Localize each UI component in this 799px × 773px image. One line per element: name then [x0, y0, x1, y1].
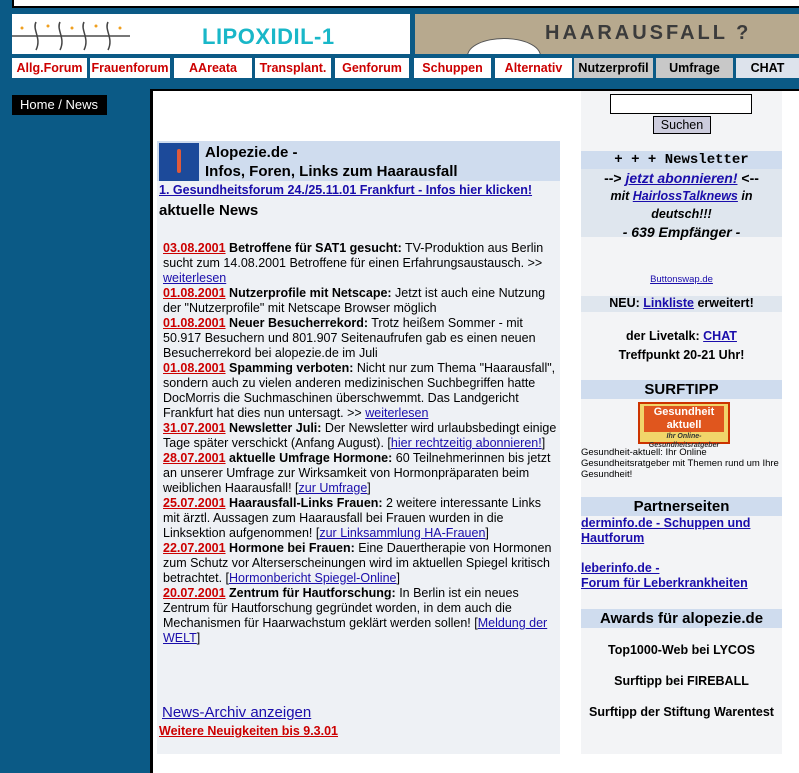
newsletter-subscribe-link[interactable]: jetzt abonnieren!	[625, 170, 738, 186]
tagline: HAARAUSFALL ?	[545, 22, 752, 44]
news-title: Haarausfall-Links Frauen:	[229, 496, 383, 510]
news-item: 20.07.2001 Zentrum für Hautforschung: In Berlin ist ein neues Zentrum für Hautforschung gegründet worden, in dem auch die Mechanismen für Haarwachstum geklärt werden sollen! [Meldung der WELT]	[163, 586, 548, 645]
news-more-link[interactable]: weiterlesen	[365, 406, 429, 420]
news-archive-link[interactable]: News-Archiv anzeigen	[162, 704, 312, 721]
news-date[interactable]: 22.07.2001	[163, 541, 226, 555]
partner-leberinfo-link[interactable]	[581, 561, 748, 590]
news-text: 60 Teilnehmerinnen bis jetzt an unserer Umfrage zur Wirksamkeit von Hormonpräparaten beim weiblichen Haarausfall!	[163, 451, 551, 495]
news-item	[163, 316, 559, 361]
search-input[interactable]	[610, 94, 752, 114]
news-column	[157, 141, 560, 754]
ad-banner-area	[157, 91, 560, 137]
nav-chat[interactable]: CHAT	[736, 58, 799, 78]
news-more-link[interactable]: Hormonbericht Spiegel-Online	[229, 571, 397, 585]
more-news-link[interactable]: Weitere Neuigkeiten bis 9.3.01	[159, 724, 339, 738]
in-text: in	[737, 189, 753, 203]
news-title: Hormone bei Frauen:	[229, 541, 355, 555]
neu-label: NEU:	[609, 296, 644, 310]
intro-line-2: Infos, Foren, Links zum Haarausfall	[205, 163, 458, 180]
news-date[interactable]: 28.07.2001	[163, 451, 226, 465]
site-title: LIPOXIDIL-1	[202, 24, 335, 49]
news-text: TV-Produktion aus Berlin sucht zum 14.08.2001 Betroffene für einen Erfahrungsaustausch. >>	[163, 241, 544, 270]
news-date[interactable]: 01.08.2001	[163, 361, 226, 375]
surftipp-description: Gesundheit-aktuell: Ihr Online Gesundheitsratgeber mit Themen rund um Ihre Gesundheit!	[581, 447, 779, 480]
partner-1	[581, 516, 782, 546]
top-frame	[0, 0, 799, 10]
nav-nutzerprofil[interactable]: Nutzerprofil	[574, 58, 653, 78]
news-date[interactable]: 25.07.2001	[163, 496, 226, 510]
gesundheit-aktuell-badge[interactable]	[638, 402, 730, 449]
mit-text: mit	[610, 189, 633, 203]
nav-aareata[interactable]: AAreata	[174, 58, 252, 78]
partner-heading: Partnerseiten	[581, 497, 782, 516]
surftipp-heading: SURFTIPP	[581, 380, 782, 399]
header-banner	[415, 14, 799, 54]
news-date[interactable]: 31.07.2001	[163, 421, 226, 435]
intro-line-1: Alopezie.de -	[205, 144, 298, 161]
award-fireball: Surftipp bei FIREBALL	[614, 674, 749, 688]
news-heading: aktuelle News	[159, 202, 259, 219]
news-more-link[interactable]: zur Umfrage	[298, 481, 368, 495]
search-button[interactable]: Suchen	[653, 116, 711, 134]
news-list	[163, 241, 559, 646]
nav-schuppen[interactable]: Schuppen	[414, 58, 491, 78]
news-text: Eine Dauertherapie von Hormonen zum Schutz vor Alterserscheinungen wird im aktuellen Spiegel kritisch betrachtet.	[163, 541, 552, 585]
news-date[interactable]: 01.08.2001	[163, 316, 226, 330]
deutsch-text: deutsch!!!	[651, 207, 712, 221]
nav-umfrage[interactable]: Umfrage	[656, 58, 733, 78]
nav-transplant[interactable]: Transplant.	[255, 58, 331, 78]
award-warentest: Surftipp der Stiftung Warentest	[589, 705, 774, 719]
news-title: Betroffene für SAT1 gesucht:	[229, 241, 402, 255]
news-item: 28.07.2001 aktuelle Umfrage Hormone: 60 Teilnehmerinnen bis jetzt an unserer Umfrage zur Wirksamkeit von Hormonpräparaten beim weiblichen Haarausfall! [zur Umfrage]	[163, 451, 551, 495]
news-text: Nicht nur zum Thema "Haarausfall", sondern auch zu vielen anderen medizinischen Suchbegriffen hatte DocMorris die Suchmaschinen überschwemmt. Das Landgericht Frankfurt hat dies nun untersagt. >>	[163, 361, 556, 420]
linkliste-link[interactable]: Linkliste	[643, 296, 694, 310]
news-item	[163, 241, 559, 286]
treffpunkt-text: Treffpunkt 20-21 Uhr!	[618, 348, 745, 362]
news-date[interactable]: 01.08.2001	[163, 286, 226, 300]
arrow-left: -->	[604, 170, 626, 186]
awards-heading: Awards für alopezie.de	[581, 609, 782, 628]
news-text: Jetzt ist auch eine Nutzung der "Nutzerprofile" mit Netscape Browser möglich	[163, 286, 546, 315]
news-title: Nutzerprofile mit Netscape:	[229, 286, 392, 300]
news-item: 31.07.2001 Newsletter Juli: Der Newsletter wird urlaubsbedingt einige Tage später verschickt (Anfang August). [hier rechtzeitig abonnieren!]	[163, 421, 557, 450]
erweitert-text: erweitert!	[694, 296, 754, 310]
right-column	[581, 91, 782, 754]
news-title: aktuelle Umfrage Hormone:	[229, 451, 393, 465]
hair-strands-logo-icon	[12, 18, 132, 52]
header-logo-area	[12, 14, 410, 54]
news-item	[163, 361, 559, 421]
news-title: Zentrum für Hautforschung:	[229, 586, 396, 600]
banner-head-icon	[467, 38, 541, 54]
buttonswap-line	[581, 274, 782, 285]
news-text: Der Newsletter wird urlaubsbedingt einige Tage später verschickt (Anfang August).	[163, 421, 557, 450]
buttonswap-link[interactable]: Buttonswap.de	[650, 274, 713, 285]
nav-genforum[interactable]: Genforum	[335, 58, 409, 78]
nav-frauenforum[interactable]: Frauenforum	[90, 58, 170, 78]
nav-allg-forum[interactable]: Allg.Forum	[12, 58, 87, 78]
news-more-link[interactable]: hier rechtzeitig abonnieren!	[390, 436, 542, 450]
hair-follicle-icon	[159, 143, 199, 181]
news-more-link[interactable]: zur Linksammlung HA-Frauen	[319, 526, 486, 540]
livetalk-label: der Livetalk:	[626, 329, 704, 343]
intro-box	[157, 141, 560, 181]
news-text: 2 weitere interessante Links mit ärztl. Aussagen zum Haarausfall bei Frauen wurden in die Linksektion aufgenommen!	[163, 496, 541, 540]
newsletter-mit-line	[581, 187, 782, 205]
news-item: 22.07.2001 Hormone bei Frauen: Eine Dauertherapie von Hormonen zum Schutz vor Alterserscheinungen wird im aktuellen Spiegel kritisch betrachtet. [Hormonbericht Spiegel-Online]	[163, 541, 552, 585]
forum-event-link[interactable]: 1. Gesundheitsforum 24./25.11.01 Frankfurt - Infos hier klicken!	[159, 183, 533, 197]
newsletter-box	[581, 151, 782, 240]
main-content	[150, 89, 799, 773]
livetalk-line	[581, 329, 782, 343]
linkliste-line	[581, 296, 782, 312]
nav-alternativ[interactable]: Alternativ	[495, 58, 572, 78]
subscriber-count: - 639 Empfänger -	[622, 224, 741, 240]
partner-2	[581, 561, 782, 591]
arrow-right: <--	[737, 170, 759, 186]
award-lycos: Top1000-Web bei LYCOS	[607, 643, 756, 657]
news-item	[163, 286, 559, 316]
news-title: Neuer Besucherrekord:	[229, 316, 368, 330]
news-more-link[interactable]: Meldung der WELT	[163, 616, 548, 645]
news-text: Trotz heißem Sommer - mit 50.917 Besuchern und 801.907 Seitenaufrufen gab es einen neuen Besucherrekord bei alopezie.de im Juli	[163, 316, 536, 360]
newsletter-cta	[581, 169, 782, 187]
news-title: Spamming verboten:	[229, 361, 354, 375]
livetalk-chat-link[interactable]: CHAT	[703, 329, 737, 343]
news-date[interactable]: 20.07.2001	[163, 586, 226, 600]
intro-title	[205, 143, 458, 181]
news-title: Newsletter Juli:	[229, 421, 322, 435]
newsletter-heading: + + + Newsletter	[581, 151, 782, 169]
partner2-line1: leberinfo.de -	[581, 561, 660, 575]
hltn-link[interactable]: HairlossTalknews	[632, 189, 738, 203]
badge-title: Gesundheit aktuell	[644, 406, 724, 432]
news-date[interactable]: 03.08.2001	[163, 241, 226, 255]
top-frame-inner	[12, 0, 799, 8]
news-item: 25.07.2001 Haarausfall-Links Frauen: 2 weitere interessante Links mit ärztl. Aussagen zum Haarausfall bei Frauen wurden in die Linksektion aufgenommen! [zur Linksammlung HA-Frauen]	[163, 496, 541, 540]
news-more-link[interactable]: weiterlesen	[163, 271, 227, 285]
badge-subtitle: Ihr Online-Gesundheitsratgeber	[648, 433, 720, 449]
sidebar-home-news[interactable]: Home / News	[12, 95, 107, 115]
news-text: In Berlin ist ein neues Zentrum für Hautforschung gegründet worden, in dem auch die Mechanismen für Haarwachstum geklärt werden sollen!	[163, 586, 519, 630]
partner2-line2: Forum für Leberkrankheiten	[581, 576, 748, 590]
partner-derminfo-link[interactable]: derminfo.de - Schuppen und Hautforum	[581, 516, 751, 545]
